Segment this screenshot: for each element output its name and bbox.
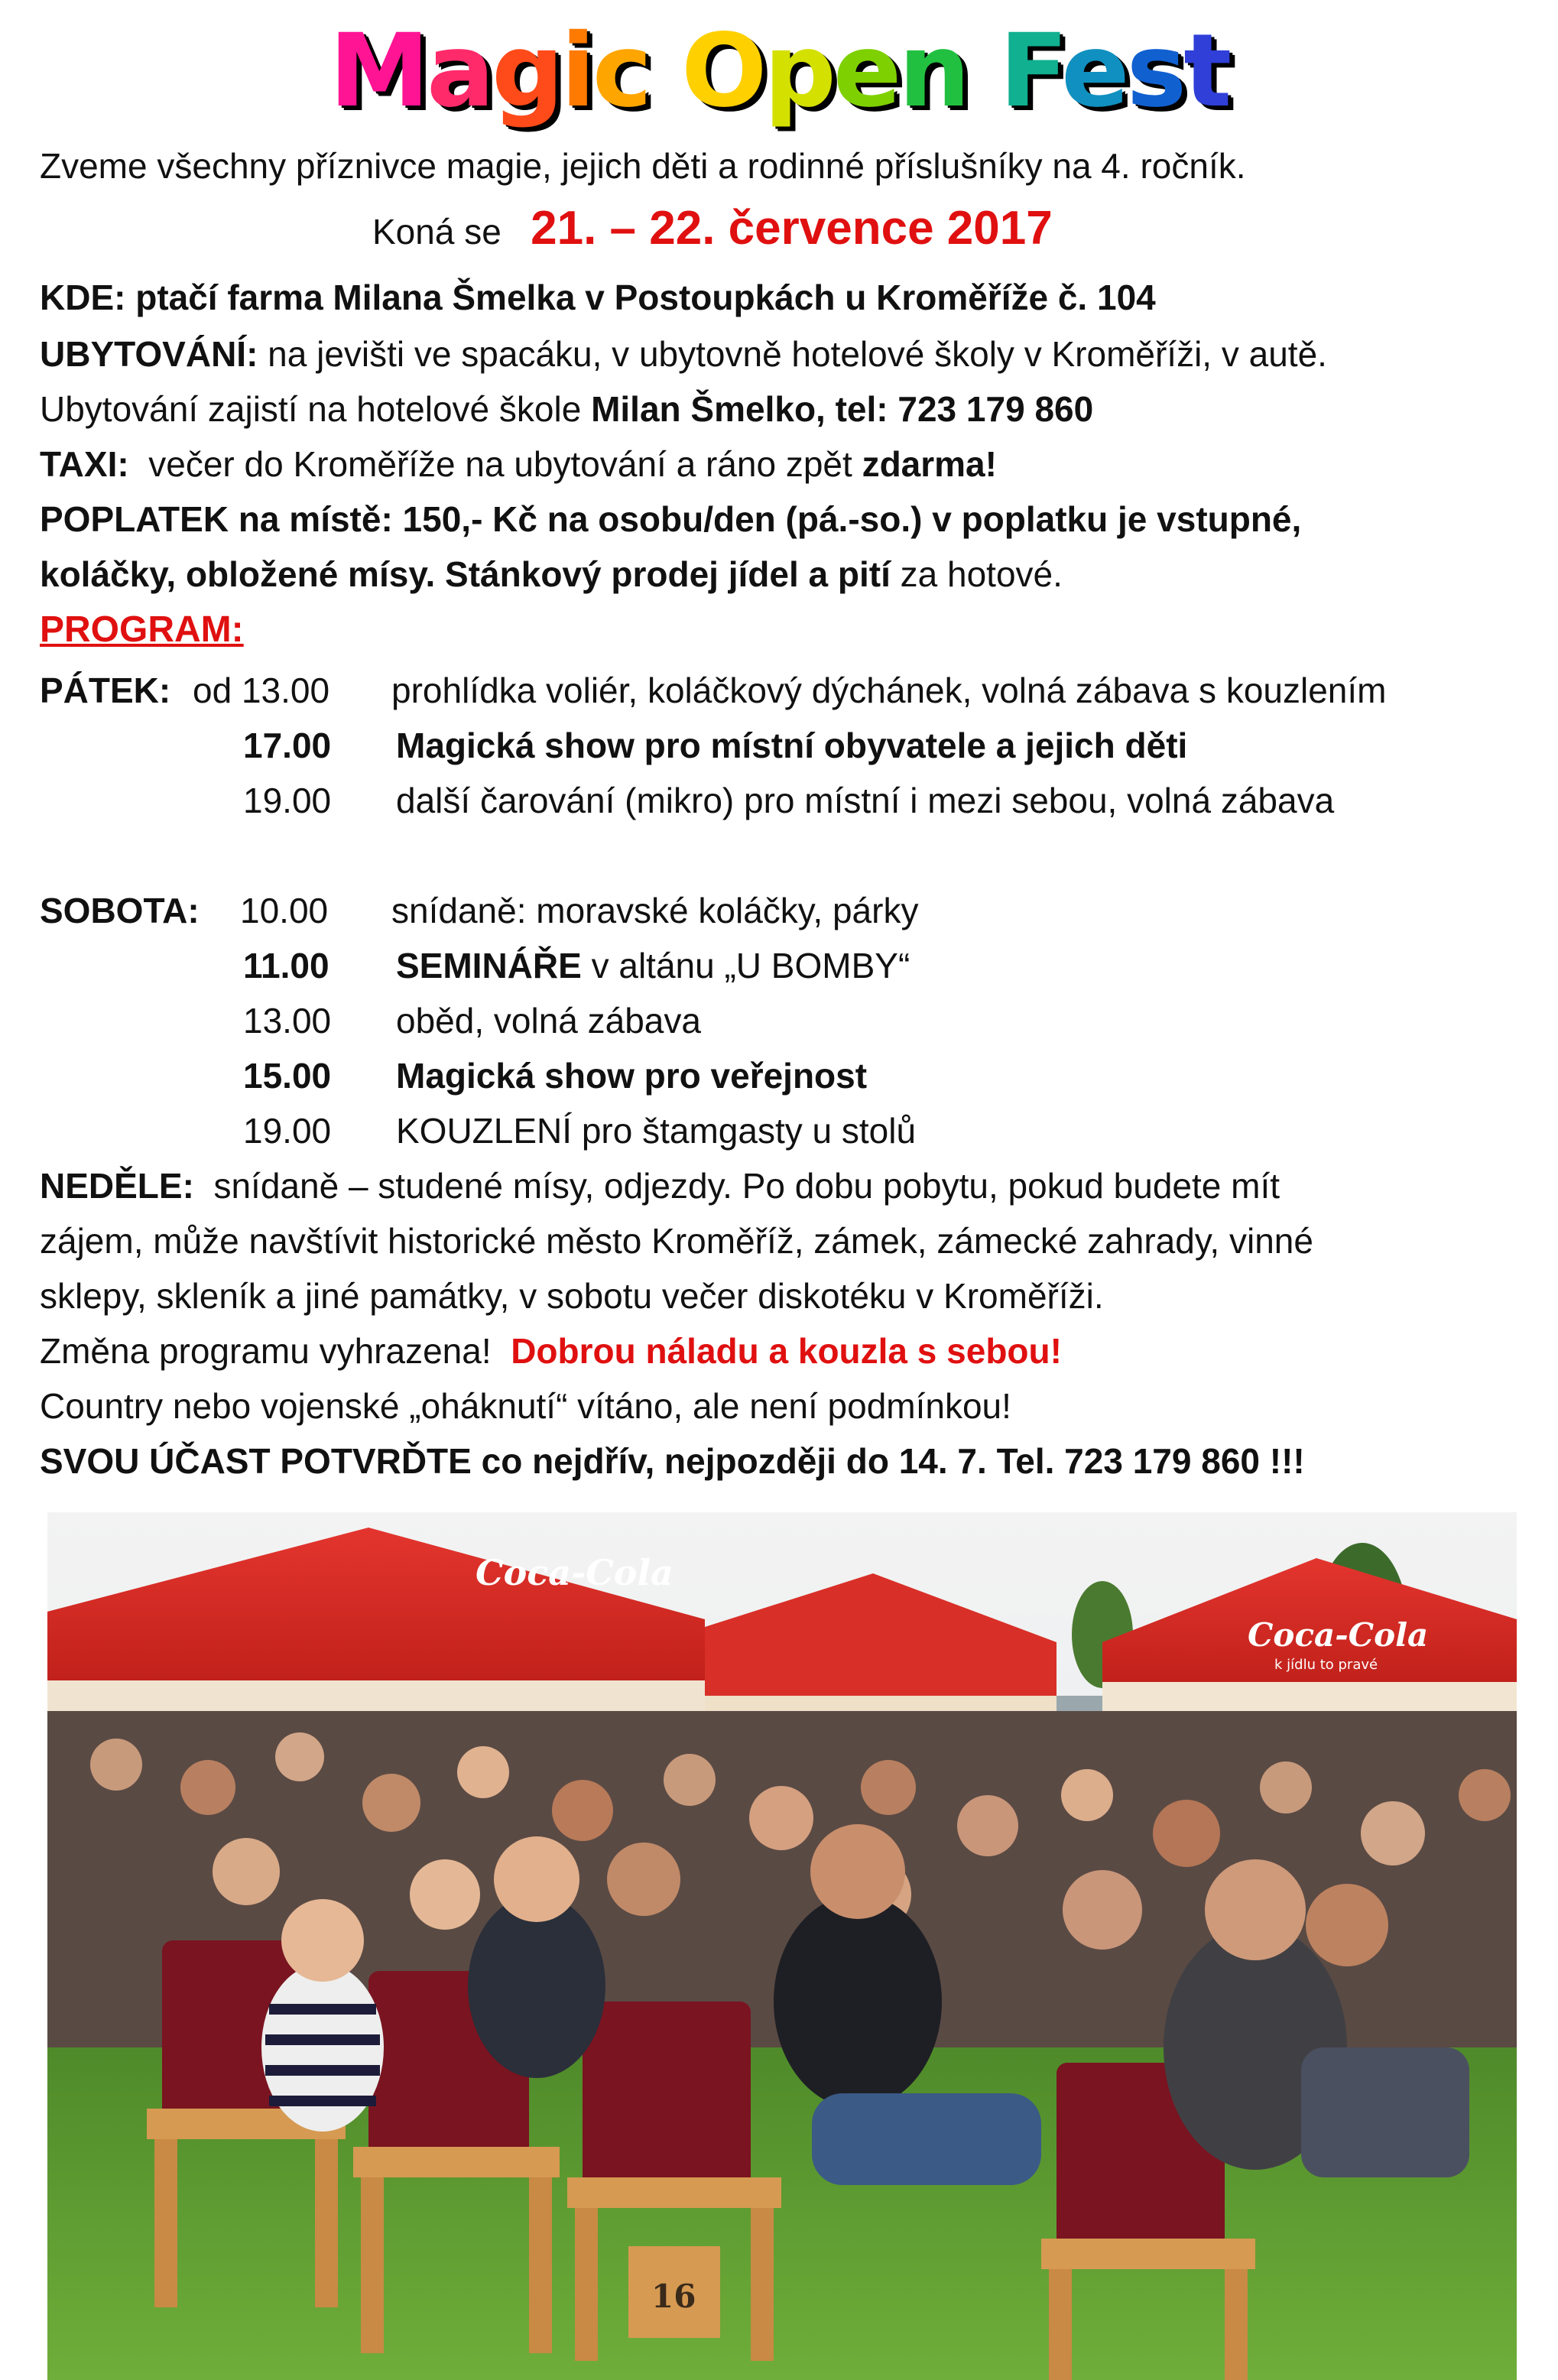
sunday-line-3: sklepy, skleník a jiné památky, v sobotu večer diskotéku v Kroměříži. <box>40 1276 1104 1316</box>
saturday-time-2: 11.00 <box>243 946 329 985</box>
page-title <box>0 14 1558 128</box>
good-mood-note: Dobrou náladu a kouzla s sebou! <box>511 1331 1062 1371</box>
change-notice-line <box>40 1329 1062 1373</box>
accommodation-label: UBYTOVÁNÍ: <box>40 334 258 374</box>
sunday-line-2: zájem, může navštívit historické město Kroměříž, zámek, zámecké zahrady, vinné <box>40 1221 1313 1261</box>
title-letter: a <box>427 12 492 130</box>
taxi-free: zdarma! <box>862 444 997 484</box>
fee-line-1: POPLATEK na místě: 150,- Kč na osobu/den (pá.-so.) v poplatku je vstupné, <box>40 499 1302 539</box>
umbrella-brand-text-2: Coca-Cola <box>1248 1616 1429 1654</box>
saturday-item-3: oběd, volná zábava <box>396 1001 701 1041</box>
sunday-text-1: snídaně – studené mísy, odjezdy. Po dobu pobytu, pokud budete mít <box>213 1166 1280 1206</box>
program-heading: PROGRAM: <box>40 609 244 650</box>
title-letter: t <box>1183 12 1229 130</box>
saturday-item-5: KOUZLENÍ pro štamgasty u stolů <box>396 1111 917 1151</box>
title-letter: e <box>833 12 899 130</box>
fee-text: za hotové. <box>900 554 1063 594</box>
accommodation-contact-text: Ubytování zajistí na hotelové škole <box>40 389 582 429</box>
taxi-line <box>40 442 997 486</box>
taxi-label: TAXI: <box>40 444 129 484</box>
accommodation-text: na jevišti ve spacáku, v ubytovně hotelové školy v Kroměříži, v autě. <box>268 334 1327 374</box>
friday-item-3: další čarování (mikro) pro místní i mezi sebou, volná zábava <box>396 781 1335 820</box>
title-letter: e <box>1061 12 1127 130</box>
title-letter: M <box>329 12 427 130</box>
confirm-line: SVOU ÚČAST POTVRĎTE co nejdřív, nejpozději do 14. 7. Tel. 723 179 860 !!! <box>40 1441 1305 1481</box>
saturday-item-4: Magická show pro veřejnost <box>396 1056 868 1096</box>
title-letter: g <box>492 12 561 130</box>
intro-text: Zveme všechny příznivce magie, jejich děti a rodinné příslušníky na 4. ročník. <box>40 146 1246 186</box>
umbrella-brand-text: Coca-Cola <box>476 1552 674 1593</box>
date-line <box>372 202 1053 255</box>
fee-bold-text: koláčky, obložené mísy. Stánkový prodej jídel a pití <box>40 554 891 594</box>
seminar-location: v altánu „U BOMBY“ <box>581 946 910 985</box>
audience-illustration <box>47 1512 1517 2380</box>
friday-time-2: 17.00 <box>243 726 332 765</box>
saturday-time-1: 10.00 <box>240 891 329 930</box>
dress-code-line: Country nebo vojenské „oháknutí“ vítáno, ale není podmínkou! <box>40 1386 1011 1426</box>
kona-se-label: Koná se <box>372 212 501 252</box>
saturday-item-2 <box>396 943 910 988</box>
taxi-text: večer do Kroměříže na ubytování a ráno zpět <box>148 444 852 484</box>
title-word-fest <box>999 12 1229 130</box>
title-word-open <box>681 12 967 130</box>
title-space <box>967 12 999 130</box>
accommodation-contact-phone: Milan Šmelko, tel: 723 179 860 <box>591 389 1094 429</box>
friday-item-1: prohlídka voliér, koláčkový dýchánek, volná zábava s kouzlením <box>391 670 1387 710</box>
title-letter: i <box>560 12 592 130</box>
sunday-line-1 <box>40 1164 1280 1208</box>
saturday-time-3: 13.00 <box>243 1001 332 1041</box>
accommodation-line <box>40 332 1327 376</box>
title-letter: O <box>681 12 764 130</box>
friday-label: PÁTEK: <box>40 670 171 710</box>
saturday-time-5: 19.00 <box>243 1111 332 1151</box>
title-word-magic <box>329 12 649 130</box>
title-space <box>649 12 681 130</box>
friday-time-3: 19.00 <box>243 781 332 820</box>
title-letter: c <box>592 12 650 130</box>
change-notice: Změna programu vyhrazena! <box>40 1331 492 1371</box>
seminar-label: SEMINÁŘE <box>396 946 582 985</box>
saturday-label: SOBOTA: <box>40 891 200 930</box>
location-line: KDE: ptačí farma Milana Šmelka v Postoupkách u Kroměříže č. 104 <box>40 278 1156 317</box>
event-date: 21. – 22. července 2017 <box>531 202 1053 255</box>
title-letter: n <box>898 12 968 130</box>
title-letter: F <box>999 12 1062 130</box>
saturday-item-1: snídaně: moravské koláčky, párky <box>391 891 919 930</box>
sunday-label: NEDĚLE: <box>40 1166 194 1206</box>
title-letter: p <box>764 12 833 130</box>
friday-time-1: od 13.00 <box>193 670 330 710</box>
event-photo <box>47 1512 1517 2380</box>
friday-item-2: Magická show pro místní obyvatele a jejich děti <box>396 726 1188 765</box>
accommodation-contact-line <box>40 387 1093 431</box>
fee-line-2 <box>40 552 1063 596</box>
seat-number: 16 <box>651 2278 696 2315</box>
umbrella-tagline: k jídlu to pravé <box>1274 1657 1378 1673</box>
title-letter: s <box>1126 12 1184 130</box>
saturday-time-4: 15.00 <box>243 1056 332 1096</box>
